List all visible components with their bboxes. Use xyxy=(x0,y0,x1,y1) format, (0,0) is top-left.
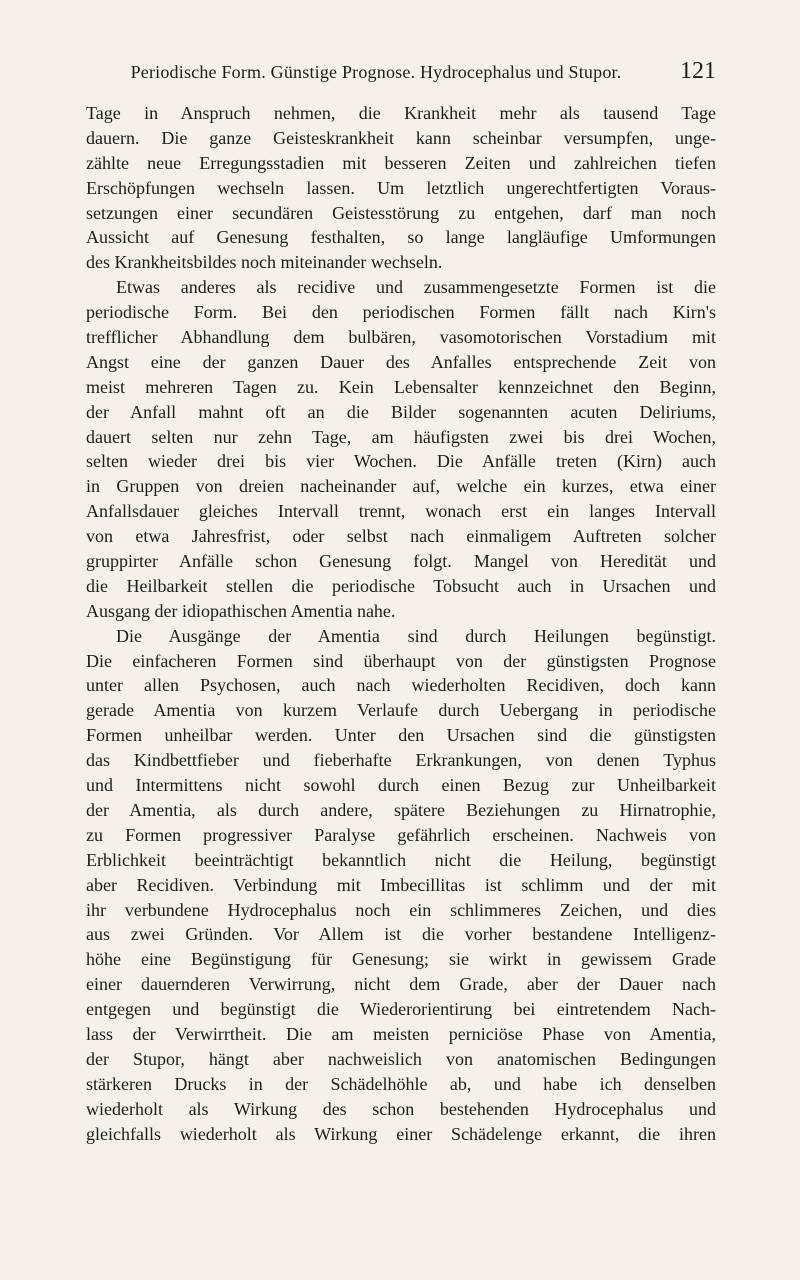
text-line: gruppirter Anfälle schon Genesung folgt. Mangel von Heredität und xyxy=(86,551,716,572)
text-line: von etwa Jahresfrist, oder selbst nach einmaligem Auftreten solcher xyxy=(86,526,716,547)
text-line: zählte neue Erregungsstadien mit besseren Zeiten und zahlreichen tiefen xyxy=(86,152,716,173)
text-line: Ausgang der idiopathischen Amentia nahe. xyxy=(86,600,396,621)
text-line: des Krankheitsbildes noch miteinander wechseln. xyxy=(86,252,443,273)
text-line: setzungen einer secundären Geistesstörung zu entgehen, darf man noch xyxy=(86,202,716,223)
text-line: Die Ausgänge der Amentia sind durch Heilungen begünstigt. xyxy=(116,625,716,646)
text-line: gerade Amentia von kurzem Verlaufe durch Uebergang in periodische xyxy=(86,700,716,721)
text-line: entgegen und begünstigt die Wiederorientirung bei eintretendem Nach- xyxy=(86,999,716,1020)
body-text xyxy=(86,101,716,1251)
text-line: unter allen Psychosen, auch nach wiederholten Recidiven, doch kann xyxy=(86,675,716,696)
text-line: periodische Form. Bei den periodischen Formen fällt nach Kirn's xyxy=(86,302,716,323)
text-line: dauert selten nur zehn Tage, am häufigsten zwei bis drei Wochen, xyxy=(86,426,716,447)
text-line: der Stupor, hängt aber nachweislich von anatomischen Bedingungen xyxy=(86,1048,716,1069)
text-line: selten wieder drei bis vier Wochen. Die Anfälle treten (Kirn) auch xyxy=(86,451,716,472)
text-line: Erblichkeit beeinträchtigt bekanntlich nicht die Heilung, begünstigt xyxy=(86,849,716,870)
text-line: meist mehreren Tagen zu. Kein Lebensalter kennzeichnet den Beginn, xyxy=(86,376,716,397)
text-line: und Intermittens nicht sowohl durch einen Bezug zur Unheilbarkeit xyxy=(86,775,716,796)
text-line: das Kindbettfieber und fieberhafte Erkrankungen, von denen Typhus xyxy=(86,750,716,771)
text-line: der Amentia, als durch andere, spätere Beziehungen zu Hirnatrophie, xyxy=(86,799,716,820)
page-header xyxy=(86,58,716,92)
text-line: einer dauernderen Verwirrung, nicht dem Grade, aber der Dauer nach xyxy=(86,974,716,995)
text-line: Etwas anderes als recidive und zusammengesetzte Formen ist die xyxy=(116,277,716,298)
text-line: die Heilbarkeit stellen die periodische Tobsucht auch in Ursachen und xyxy=(86,575,716,596)
text-line: Die einfacheren Formen sind überhaupt von der günstigsten Prognose xyxy=(86,650,716,671)
text-line: der Anfall mahnt oft an die Bilder sogenannten acuten Deliriums, xyxy=(86,401,716,422)
text-line: lass der Verwirrtheit. Die am meisten perniciöse Phase von Amentia, xyxy=(86,1023,716,1044)
text-line: aus zwei Gründen. Vor Allem ist die vorher bestandene Intelligenz- xyxy=(86,924,716,945)
text-line: aber Recidiven. Verbindung mit Imbecillitas ist schlimm und der mit xyxy=(86,874,716,895)
text-line: Erschöpfungen wechseln lassen. Um letztlich ungerechtfertigten Voraus- xyxy=(86,177,716,198)
text-line: trefflicher Abhandlung dem bulbären, vasomotorischen Vorstadium mit xyxy=(86,327,716,348)
text-line: Formen unheilbar werden. Unter den Ursachen sind die günstigsten xyxy=(86,725,716,746)
text-line: gleichfalls wiederholt als Wirkung einer Schädelenge erkannt, die ihren xyxy=(86,1123,716,1144)
text-line: Tage in Anspruch nehmen, die Krankheit mehr als tausend Tage xyxy=(86,103,716,123)
text-line: in Gruppen von dreien nacheinander auf, welche ein kurzes, etwa einer xyxy=(86,476,716,497)
text-line: zu Formen progressiver Paralyse gefährlich erscheinen. Nachweis von xyxy=(86,824,716,845)
page-number: 121 xyxy=(680,58,716,84)
text-line: dauern. Die ganze Geisteskrankheit kann scheinbar versumpfen, unge- xyxy=(86,127,716,148)
text-line: Anfallsdauer gleiches Intervall trennt, wonach erst ein langes Intervall xyxy=(86,501,716,522)
running-head: Periodische Form. Günstige Prognose. Hydrocephalus und Stupor. xyxy=(130,62,622,82)
text-line: Aussicht auf Genesung festhalten, so lange langläufige Umformungen xyxy=(86,227,716,248)
text-line: stärkeren Drucks in der Schädelhöhle ab, und habe ich denselben xyxy=(86,1073,716,1094)
text-line: höhe eine Begünstigung für Genesung; sie wirkt in gewissem Grade xyxy=(86,949,716,970)
text-line: Angst eine der ganzen Dauer des Anfalles entsprechende Zeit von xyxy=(86,351,716,372)
text-line: ihr verbundene Hydrocephalus noch ein schlimmeres Zeichen, und dies xyxy=(86,899,716,920)
text-line: wiederholt als Wirkung des schon bestehenden Hydrocephalus und xyxy=(86,1098,716,1119)
